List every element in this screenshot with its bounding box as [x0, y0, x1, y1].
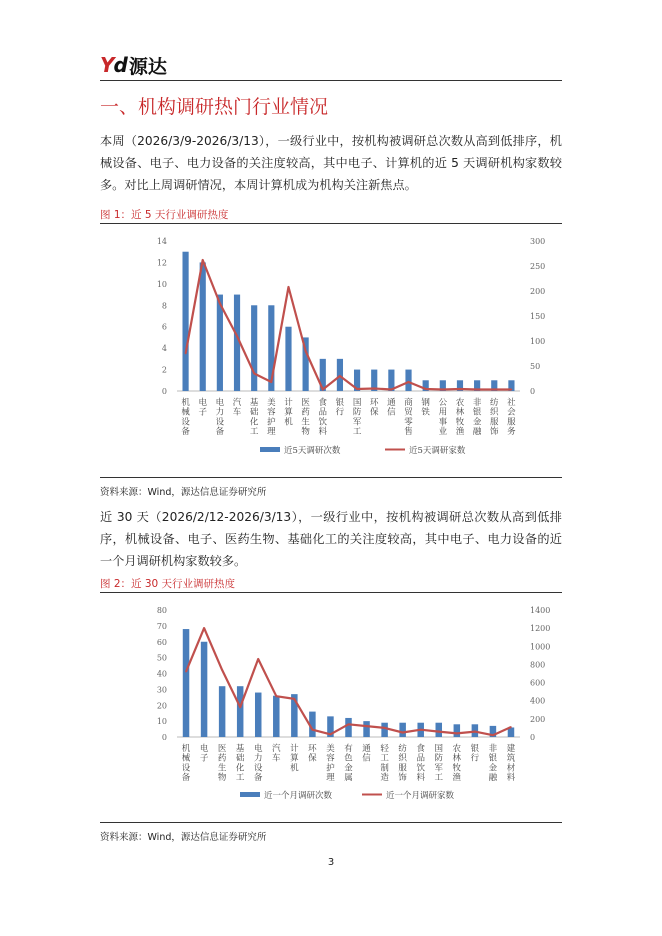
y-left-tick-label: 10 — [156, 279, 167, 289]
line-point-19 — [510, 726, 512, 728]
bar-15 — [436, 723, 442, 737]
y-left-tick-label: 70 — [156, 621, 167, 631]
y-left-tick-label: 50 — [156, 653, 167, 663]
category-label: 非银金融 — [472, 397, 482, 438]
y-right-tick-label: 100 — [530, 337, 546, 346]
y-left-tick-label: 80 — [156, 606, 167, 615]
category-label: 计算机 — [290, 743, 299, 774]
category-label: 非银金融 — [488, 743, 498, 784]
category-label: 机械设备 — [181, 743, 191, 784]
y-right-tick-label: 1200 — [530, 624, 551, 634]
category-label: 国防军工 — [352, 397, 362, 438]
category-label: 纺织服饰 — [398, 743, 407, 784]
y-right-tick-label: 0 — [530, 733, 536, 742]
line-point-14 — [420, 729, 422, 731]
bar-1 — [182, 252, 188, 391]
y-left-tick-label: 8 — [161, 301, 167, 311]
category-label: 纺织服饰 — [490, 397, 499, 438]
y-right-tick-label: 1000 — [530, 642, 551, 652]
line-point-6 — [275, 695, 277, 697]
y-left-tick-label: 6 — [161, 322, 167, 332]
category-label: 医药生物 — [217, 743, 227, 784]
bar-13 — [399, 723, 405, 737]
y-right-tick-label: 1400 — [530, 606, 551, 615]
line-point-6 — [271, 381, 273, 383]
line-point-7 — [294, 698, 296, 700]
y-right-tick-label: 300 — [530, 237, 546, 246]
y-right-tick-label: 800 — [530, 660, 546, 670]
header-divider — [100, 80, 562, 81]
bar-14 — [405, 370, 411, 391]
line-point-5 — [257, 658, 259, 660]
logo-text: 源达 — [128, 55, 167, 78]
category-label: 通信 — [362, 743, 371, 764]
bar-11 — [363, 721, 369, 737]
category-label: 基础化工 — [249, 397, 259, 438]
legend-bar-label: 近5天调研次数 — [284, 446, 341, 456]
bar-12 — [381, 723, 387, 737]
category-label: 环保 — [369, 397, 379, 418]
line-point-18 — [476, 389, 478, 391]
category-label: 银行 — [470, 743, 480, 764]
line-point-13 — [402, 732, 404, 734]
line-point-2 — [203, 627, 205, 629]
legend-bar-label: 近一个月调研次数 — [264, 791, 333, 801]
y-left-tick-label: 4 — [161, 344, 167, 354]
line-point-15 — [438, 731, 440, 733]
chart-5-day-heat — [100, 226, 562, 474]
line-point-3 — [221, 669, 223, 671]
figure-2-title: 图 2：近 30 天行业调研热度 — [100, 578, 236, 590]
legend-bar-swatch — [240, 792, 260, 797]
line-point-12 — [384, 727, 386, 729]
line-point-5 — [253, 373, 255, 375]
line-point-3 — [219, 303, 221, 305]
line-point-20 — [511, 389, 513, 391]
bar-7 — [285, 327, 291, 391]
category-label: 电子 — [199, 743, 209, 764]
y-left-tick-label: 0 — [161, 733, 167, 742]
category-label: 美容护理 — [267, 397, 276, 438]
y-left-tick-label: 60 — [156, 637, 167, 647]
line-point-16 — [456, 733, 458, 735]
brand-logo — [100, 50, 167, 80]
y-right-tick-label: 50 — [530, 362, 541, 371]
category-label: 美容护理 — [326, 743, 335, 784]
line-point-14 — [408, 381, 410, 383]
category-label: 通信 — [387, 397, 396, 418]
paragraph-weekly: 本周（2026/3/9-2026/3/13），一级行业中，按机构被调研总次数从高到低排序，机械设备、电子、电力设备的关注度较高，其中电子、计算机的近 5 天调研机构家数较多。对比上周调研情况，本周计算机成为机构关注新焦点。 — [100, 134, 562, 192]
line-point-17 — [474, 731, 476, 733]
y-left-tick-label: 0 — [161, 387, 167, 396]
line-point-10 — [339, 375, 341, 377]
line-point-13 — [391, 389, 393, 391]
y-left-tick-label: 30 — [156, 685, 167, 695]
legend-line-label: 近一个月调研家数 — [386, 791, 455, 801]
line-point-2 — [202, 259, 204, 261]
bar-6 — [273, 696, 279, 737]
line-point-4 — [236, 335, 238, 337]
line-point-18 — [492, 734, 494, 736]
line-point-9 — [330, 733, 332, 735]
category-label: 食品饮料 — [416, 743, 425, 784]
bar-10 — [345, 718, 351, 737]
legend-line-label: 近5天调研家数 — [409, 446, 466, 456]
category-label: 农林牧渔 — [455, 397, 465, 438]
category-label: 社会服务 — [507, 397, 516, 438]
line-point-12 — [373, 388, 375, 390]
figure-1-top-rule — [100, 223, 562, 224]
category-label: 电力设备 — [253, 743, 263, 784]
y-right-tick-label: 600 — [530, 678, 546, 688]
y-left-tick-label: 20 — [156, 701, 167, 711]
category-label: 轻工制造 — [380, 743, 389, 784]
y-left-tick-label: 10 — [156, 717, 167, 727]
bar-5 — [255, 693, 261, 737]
y-left-tick-label: 12 — [156, 258, 167, 268]
line-point-4 — [239, 706, 241, 708]
line-point-7 — [288, 286, 290, 288]
section-title: 一、机构调研热门行业情况 — [100, 96, 329, 118]
line-point-11 — [366, 725, 368, 727]
line-point-8 — [312, 729, 314, 731]
category-label: 公用事业 — [438, 397, 448, 438]
figure-1-bottom-rule — [100, 477, 562, 478]
legend-bar-swatch — [260, 447, 280, 452]
category-label: 汽车 — [272, 743, 281, 764]
category-label: 电子 — [198, 397, 207, 418]
category-label: 计算机 — [284, 397, 293, 428]
bar-3 — [219, 686, 225, 737]
line-point-16 — [442, 389, 444, 391]
figure-1-source: 资料来源：Wind，源达信息证券研究所 — [100, 487, 267, 498]
bar-2 — [200, 262, 206, 391]
line-point-10 — [348, 724, 350, 726]
category-label: 电力设备 — [215, 397, 225, 438]
category-label: 食品饮料 — [318, 397, 328, 438]
logo-mark-icon: Yd — [100, 53, 127, 77]
bar-1 — [183, 629, 189, 737]
line-point-1 — [185, 671, 187, 673]
y-right-tick-label: 400 — [530, 696, 546, 706]
line-point-1 — [185, 353, 187, 355]
line-point-8 — [305, 350, 307, 352]
category-label: 农林牧渔 — [452, 743, 462, 784]
category-label: 商贸零售 — [404, 397, 413, 438]
category-label: 基础化工 — [235, 743, 245, 784]
figure-2-source: 资料来源：Wind，源达信息证券研究所 — [100, 832, 267, 843]
bar-2 — [201, 642, 207, 737]
page-number: 3 — [327, 857, 335, 868]
line-point-9 — [322, 389, 324, 391]
bar-16 — [454, 724, 460, 737]
category-label: 国防军工 — [434, 743, 444, 784]
figure-1-title: 图 1：近 5 天行业调研热度 — [100, 209, 229, 221]
bar-4 — [237, 686, 243, 737]
category-label: 建筑材料 — [506, 743, 516, 784]
y-right-tick-label: 150 — [530, 312, 546, 321]
y-left-tick-label: 14 — [156, 237, 167, 246]
y-right-tick-label: 250 — [530, 262, 546, 271]
bar-5 — [251, 305, 257, 391]
figure-2-bottom-rule — [100, 822, 562, 823]
category-label: 钢铁 — [421, 397, 430, 418]
category-label: 医药生物 — [301, 397, 310, 438]
line-point-17 — [459, 388, 461, 390]
line-point-19 — [493, 389, 495, 391]
y-left-tick-label: 2 — [161, 365, 167, 375]
line-point-11 — [356, 388, 358, 390]
figure-2-top-rule — [100, 592, 562, 593]
y-right-tick-label: 200 — [530, 287, 546, 296]
y-right-tick-label: 0 — [530, 387, 536, 396]
category-label: 银行 — [335, 397, 345, 418]
category-label: 有色金属 — [344, 743, 353, 784]
category-label: 汽车 — [232, 397, 242, 418]
y-right-tick-label: 200 — [530, 714, 546, 724]
chart-30-day-heat — [100, 595, 562, 819]
category-label: 环保 — [308, 743, 317, 764]
paragraph-monthly: 近 30 天（2026/2/12-2026/3/13），一级行业中，按机构被调研总次数从高到低排序，机械设备、电子、医药生物、基础化工的关注度较高，其中电子、电力设备的近一个月调研机构家数较多。 — [100, 510, 562, 568]
line-point-15 — [425, 388, 427, 390]
category-label: 机械设备 — [181, 397, 190, 438]
y-left-tick-label: 40 — [156, 669, 167, 679]
